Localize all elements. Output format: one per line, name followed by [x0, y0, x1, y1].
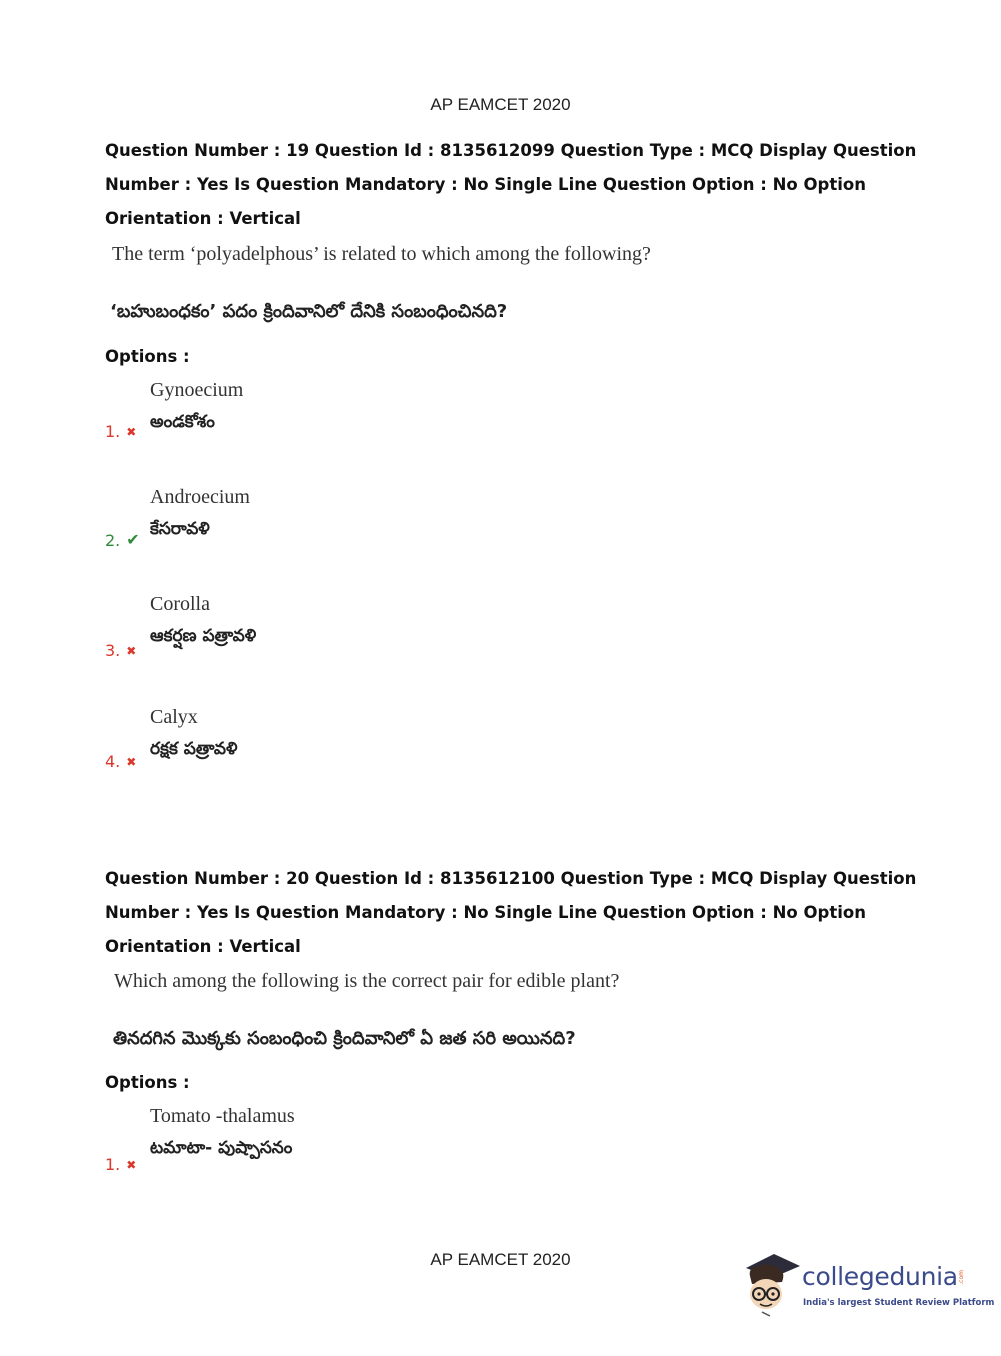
options-label: Options :	[105, 1073, 190, 1092]
option-telugu: రక్షక పత్రావళి	[150, 739, 238, 759]
option-english: Gynoecium	[150, 379, 244, 401]
wrong-mark-icon: ✖	[126, 644, 137, 658]
option-number	[105, 422, 136, 441]
option-english: Tomato -thalamus	[150, 1105, 295, 1127]
question-meta-line: Orientation : Vertical	[105, 209, 301, 228]
wrong-mark-icon: ✖	[126, 1158, 137, 1172]
option-telugu: ఆకర్షణ పత్రావళి	[150, 626, 257, 646]
option-number-label: 3.	[105, 641, 121, 660]
wrong-mark-icon: ✖	[126, 755, 137, 769]
brand-suffix: .com	[958, 1270, 965, 1285]
question-text-telugu: తినదగిన మొక్కకు సంబంధించి క్రిందివానిలో ఏ జత సరి అయినది?	[113, 1028, 576, 1049]
option-english: Androecium	[150, 486, 250, 508]
question-meta	[105, 862, 917, 964]
question-meta-line: Orientation : Vertical	[105, 937, 301, 956]
question-text-telugu: ‘బహుబంధకం’ పదం క్రిందివానిలో దేనికి సంబంధించినది?	[110, 301, 508, 322]
option-number	[105, 530, 140, 550]
options-label: Options :	[105, 347, 190, 366]
page-header: AP EAMCET 2020	[430, 95, 571, 114]
question-meta	[105, 134, 917, 236]
option-english: Calyx	[150, 706, 198, 728]
option-number-label: 1.	[105, 422, 121, 441]
option-telugu: అండకోశం	[150, 412, 215, 432]
question-meta-line: Question Number : 19 Question Id : 8135612099 Question Type : MCQ Display Question	[105, 141, 917, 160]
question-text-english: The term ‘polyadelphous’ is related to which among the following?	[112, 243, 651, 265]
option-number	[105, 641, 136, 660]
question-text-english: Which among the following is the correct pair for edible plant?	[114, 970, 620, 992]
question-meta-line: Question Number : 20 Question Id : 8135612100 Question Type : MCQ Display Question	[105, 869, 917, 888]
option-number	[105, 752, 136, 771]
option-number	[105, 1155, 136, 1174]
option-number-label: 1.	[105, 1155, 121, 1174]
brand-tagline: India's largest Student Review Platform	[803, 1298, 995, 1308]
option-number-label: 2.	[105, 531, 121, 550]
brand-name: collegedunia	[802, 1262, 958, 1291]
page-footer: AP EAMCET 2020	[430, 1250, 571, 1269]
question-meta-line: Number : Yes Is Question Mandatory : No Single Line Question Option : No Option	[105, 175, 866, 194]
wrong-mark-icon: ✖	[126, 425, 137, 439]
option-english: Corolla	[150, 593, 210, 615]
question-meta-line: Number : Yes Is Question Mandatory : No Single Line Question Option : No Option	[105, 903, 866, 922]
option-telugu: కేసరావళి	[150, 519, 210, 539]
option-telugu: టమాటా- పుష్పాసనం	[150, 1138, 293, 1158]
check-mark-icon: ✔	[126, 530, 140, 549]
option-number-label: 4.	[105, 752, 121, 771]
graduate-mascot-icon	[742, 1248, 802, 1318]
